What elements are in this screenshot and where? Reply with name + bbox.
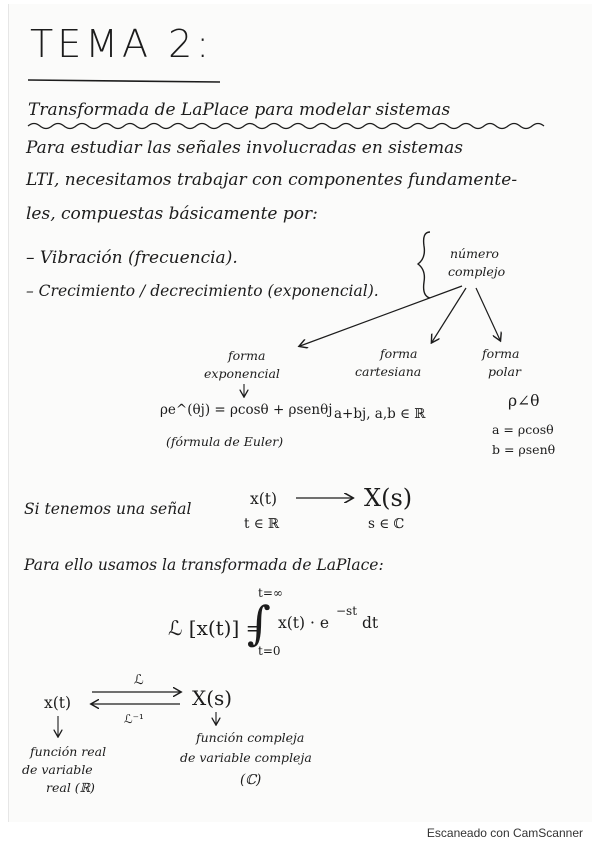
cartesian-form-label-1: forma <box>380 346 418 361</box>
bullet-vibration: – Vibración (frecuencia). <box>26 248 238 268</box>
signal-sentence: Si tenemos una señal <box>24 500 192 518</box>
page-title: TEMA 2: <box>30 22 214 66</box>
exponential-form-label-2: exponencial <box>204 366 280 381</box>
intro-line-1: Para estudiar las señales involucradas en sistemas <box>26 138 463 158</box>
inverse-transform-label: ℒ⁻¹ <box>124 712 144 726</box>
complex-number-label-2: complejo <box>448 264 506 279</box>
laplace-sentence: Para ello usamos la transformada de LaPlace: <box>24 556 384 574</box>
right-caption-1: función compleja <box>196 730 305 745</box>
left-caption-3: real (ℝ) <box>46 780 95 795</box>
right-caption-2: de variable compleja <box>180 750 312 765</box>
polar-form-label-2: polar <box>488 364 521 379</box>
cartesian-form-label-2: cartesiana <box>355 364 422 379</box>
integrand: x(t) · e <box>278 614 330 632</box>
integral-sign: ∫ <box>247 596 271 650</box>
time-domain: t ∈ ℝ <box>244 516 280 532</box>
integrand-dt: dt <box>362 614 379 632</box>
time-signal: x(t) <box>250 490 278 508</box>
freq-signal: X(s) <box>364 484 413 512</box>
euler-formula: ρe^(θj) = ρcosθ + ρsenθj <box>160 402 333 418</box>
complex-number-label-1: número <box>450 246 499 261</box>
exponential-form-label-1: forma <box>228 348 266 363</box>
diagram-time-signal: x(t) <box>44 694 72 712</box>
forward-transform-label: ℒ <box>134 672 144 688</box>
diagram-freq-signal: X(s) <box>192 686 233 710</box>
bullet-growth: – Crecimiento / decrecimiento (exponencial). <box>26 282 379 300</box>
intro-line-2: LTI, necesitamos trabajar con componentes fundamente- <box>26 170 518 190</box>
polar-formula: ρ∠θ <box>508 392 540 410</box>
laplace-lhs: ℒ [x(t)] = <box>168 616 263 640</box>
integrand-exponent: −st <box>336 604 358 618</box>
integral-lower: t=0 <box>258 644 281 658</box>
polar-a: a = ρcosθ <box>492 422 554 437</box>
intro-line-3: les, compuestas básicamente por: <box>26 204 318 224</box>
left-caption-2: de variable <box>22 762 93 777</box>
right-caption-3: (ℂ) <box>240 772 262 788</box>
euler-note: (fórmula de Euler) <box>166 434 284 449</box>
scanner-footer: Escaneado con CamScanner <box>426 826 583 840</box>
cartesian-formula: a+bj, a,b ∈ ℝ <box>334 406 426 422</box>
freq-domain: s ∈ ℂ <box>368 516 405 532</box>
left-caption-1: función real <box>30 744 107 759</box>
section-subtitle: Transformada de LaPlace para modelar sistemas <box>28 100 451 120</box>
polar-b: b = ρsenθ <box>492 442 556 457</box>
polar-form-label-1: forma <box>482 346 520 361</box>
integral-upper: t=∞ <box>258 586 283 600</box>
